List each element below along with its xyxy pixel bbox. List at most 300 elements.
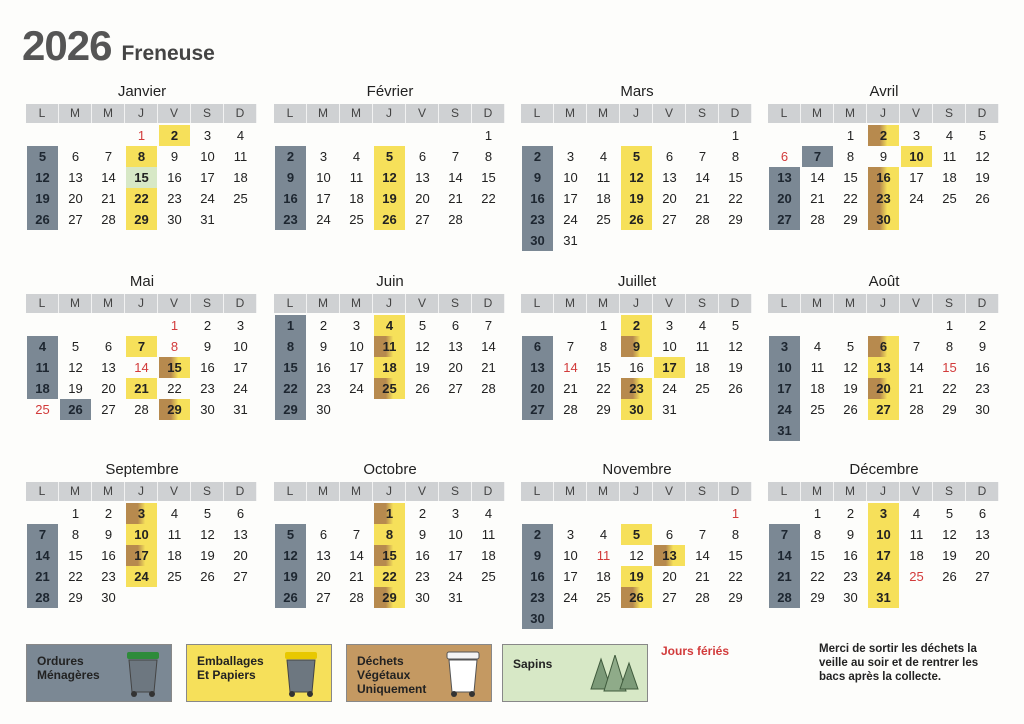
day-cell: 26 [374, 209, 405, 230]
day-cell: 28 [481, 381, 496, 396]
weekday-label: D [224, 104, 257, 123]
day-cell: 6 [868, 336, 899, 357]
day-cell: 18 [481, 548, 496, 563]
day-cell: 26 [60, 399, 91, 420]
weekday-label: L [768, 482, 801, 501]
day-cell: 24 [563, 212, 578, 227]
day-cell: 4 [27, 336, 58, 357]
day-cell: 21 [695, 569, 710, 584]
day-cell: 14 [695, 548, 710, 563]
day-cell: 6 [522, 336, 553, 357]
day-cell: 31 [769, 420, 800, 441]
day-cell: 17 [909, 170, 924, 185]
day-cell: 15 [275, 357, 306, 378]
day-cell: 16 [101, 548, 116, 563]
day-cell: 9 [104, 527, 113, 542]
day-cell: 22 [68, 569, 83, 584]
day-cell: 30 [843, 590, 858, 605]
day-cell: 13 [654, 545, 685, 566]
day-cell: 28 [448, 212, 463, 227]
day-cell: 14 [101, 170, 116, 185]
day-cell: 29 [596, 402, 611, 417]
day-cell: 5 [418, 318, 427, 333]
weekday-label: L [274, 294, 307, 313]
day-cell: 18 [596, 569, 611, 584]
day-cell: 2 [522, 524, 553, 545]
day-cell: 10 [868, 524, 899, 545]
day-cell: 4 [813, 339, 822, 354]
weekday-label: M [801, 294, 834, 313]
day-cell: 5 [621, 524, 652, 545]
month-1 [26, 82, 258, 230]
day-cell: 4 [599, 149, 608, 164]
weekday-label: L [26, 294, 59, 313]
day-cell: 25 [167, 569, 182, 584]
day-cell: 15 [728, 548, 743, 563]
day-cell: 13 [769, 167, 800, 188]
weekday-header [521, 482, 753, 501]
weekday-label: S [686, 104, 719, 123]
day-cell: 2 [275, 146, 306, 167]
weekday-header [521, 104, 753, 123]
day-grid [768, 315, 1000, 441]
day-cell: 8 [945, 339, 954, 354]
weekday-label: L [26, 482, 59, 501]
day-cell: 2 [621, 315, 652, 336]
day-cell: 30 [522, 230, 553, 251]
day-cell: 25 [596, 590, 611, 605]
day-cell: 7 [484, 318, 493, 333]
day-cell: 26 [621, 587, 652, 608]
weekday-label: S [686, 482, 719, 501]
day-cell: 3 [319, 149, 328, 164]
legend-emballages-label: Emballages Et Papiers [197, 654, 264, 682]
day-cell: 20 [316, 569, 331, 584]
day-cell: 25 [909, 569, 924, 584]
day-cell: 11 [695, 339, 710, 354]
day-cell: 10 [448, 527, 463, 542]
day-cell: 18 [695, 360, 710, 375]
day-cell: 3 [868, 503, 899, 524]
day-cell: 22 [167, 381, 182, 396]
day-cell: 27 [769, 209, 800, 230]
weekday-label: D [719, 104, 752, 123]
day-cell: 25 [695, 381, 710, 396]
day-cell: 21 [810, 191, 825, 206]
day-cell: 1 [170, 318, 179, 333]
weekday-label: J [867, 104, 900, 123]
weekday-label: J [125, 482, 158, 501]
weekday-header [274, 294, 506, 313]
month-name: Juin [376, 273, 404, 290]
day-cell: 29 [126, 209, 157, 230]
weekday-label: M [340, 104, 373, 123]
day-cell: 17 [769, 378, 800, 399]
weekday-label: L [274, 104, 307, 123]
day-cell: 19 [415, 360, 430, 375]
day-cell: 2 [203, 318, 212, 333]
day-cell: 5 [203, 506, 212, 521]
day-cell: 11 [349, 170, 364, 185]
day-cell: 6 [780, 149, 789, 164]
day-cell: 22 [728, 191, 743, 206]
day-cell: 29 [728, 590, 743, 605]
day-cell: 9 [418, 527, 427, 542]
day-cell: 31 [563, 233, 578, 248]
weekday-label: M [587, 482, 620, 501]
day-cell: 17 [233, 360, 248, 375]
weekday-label: D [472, 482, 505, 501]
weekday-header [26, 104, 258, 123]
day-cell: 14 [448, 170, 463, 185]
day-cell: 20 [769, 188, 800, 209]
day-cell: 18 [167, 548, 182, 563]
weekday-label: V [900, 294, 933, 313]
day-cell: 16 [275, 188, 306, 209]
day-cell: 1 [731, 128, 740, 143]
day-cell: 24 [316, 212, 331, 227]
day-cell: 24 [868, 566, 899, 587]
weekday-label: L [274, 482, 307, 501]
day-cell: 20 [662, 569, 677, 584]
month-9 [26, 460, 258, 608]
day-cell: 14 [481, 339, 496, 354]
day-cell: 25 [596, 212, 611, 227]
day-cell: 7 [451, 149, 460, 164]
day-cell: 27 [662, 590, 677, 605]
day-cell: 7 [126, 336, 157, 357]
day-cell: 22 [810, 569, 825, 584]
day-cell: 23 [621, 378, 652, 399]
weekday-label: J [620, 294, 653, 313]
weekday-label: D [966, 104, 999, 123]
day-cell: 8 [731, 149, 740, 164]
day-cell: 21 [126, 378, 157, 399]
weekday-label: L [26, 104, 59, 123]
day-cell: 24 [349, 381, 364, 396]
day-cell: 18 [942, 170, 957, 185]
day-cell: 7 [352, 527, 361, 542]
day-cell: 14 [134, 360, 149, 375]
weekday-label: M [307, 482, 340, 501]
legend-sapins-label: Sapins [513, 657, 553, 671]
day-cell: 19 [275, 566, 306, 587]
day-cell: 11 [596, 548, 611, 563]
day-cell: 1 [484, 128, 493, 143]
day-cell: 20 [522, 378, 553, 399]
day-cell: 15 [126, 167, 157, 188]
day-cell: 23 [868, 188, 899, 209]
weekday-label: V [158, 482, 191, 501]
day-cell: 2 [319, 318, 328, 333]
day-cell: 29 [159, 399, 190, 420]
day-cell: 18 [374, 357, 405, 378]
day-grid [274, 315, 506, 420]
day-cell: 26 [621, 209, 652, 230]
weekday-label: V [900, 104, 933, 123]
weekday-label: J [125, 104, 158, 123]
day-cell: 25 [349, 212, 364, 227]
day-cell: 5 [731, 318, 740, 333]
day-cell: 13 [316, 548, 331, 563]
year-label: 2026 [22, 22, 112, 69]
day-cell: 23 [275, 209, 306, 230]
weekday-label: M [92, 482, 125, 501]
day-cell: 21 [101, 191, 116, 206]
weekday-label: V [406, 104, 439, 123]
day-cell: 16 [522, 566, 553, 587]
day-cell: 5 [978, 128, 987, 143]
month-name: Février [366, 83, 414, 100]
day-cell: 10 [769, 357, 800, 378]
day-cell: 23 [522, 209, 553, 230]
day-cell: 21 [695, 191, 710, 206]
collection-note: Merci de sortir les déchets la veille au soir et de rentrer les bacs après la collecte. [819, 643, 979, 683]
day-cell: 12 [843, 360, 858, 375]
month-name: Décembre [849, 461, 919, 478]
day-cell: 16 [415, 548, 430, 563]
month-8 [768, 272, 1000, 441]
weekday-label: L [521, 294, 554, 313]
day-cell: 31 [662, 402, 677, 417]
day-cell: 30 [868, 209, 899, 230]
day-cell: 20 [101, 381, 116, 396]
day-cell: 16 [975, 360, 990, 375]
day-cell: 31 [868, 587, 899, 608]
weekday-label: S [686, 294, 719, 313]
day-cell: 13 [448, 339, 463, 354]
day-cell: 6 [418, 149, 427, 164]
day-cell: 30 [415, 590, 430, 605]
day-cell: 13 [101, 360, 116, 375]
day-cell: 14 [769, 545, 800, 566]
legend-emballages [186, 644, 332, 702]
day-cell: 20 [415, 191, 430, 206]
day-cell: 18 [810, 381, 825, 396]
day-cell: 19 [621, 188, 652, 209]
weekday-label: D [966, 294, 999, 313]
weekday-label: S [439, 482, 472, 501]
day-cell: 30 [975, 402, 990, 417]
day-cell: 30 [316, 402, 331, 417]
day-cell: 17 [563, 191, 578, 206]
day-cell: 9 [522, 545, 553, 566]
day-cell: 11 [167, 527, 182, 542]
weekday-header [521, 294, 753, 313]
day-cell: 4 [945, 128, 954, 143]
day-cell: 17 [563, 569, 578, 584]
weekday-label: S [439, 294, 472, 313]
day-cell: 15 [374, 545, 405, 566]
day-cell: 1 [275, 315, 306, 336]
day-cell: 3 [566, 149, 575, 164]
weekday-label: M [554, 482, 587, 501]
weekday-label: J [373, 294, 406, 313]
day-cell: 9 [203, 339, 212, 354]
day-cell: 29 [843, 212, 858, 227]
month-name: Janvier [117, 83, 167, 100]
day-cell: 1 [137, 128, 146, 143]
day-cell: 29 [942, 402, 957, 417]
day-cell: 24 [126, 566, 157, 587]
legend-jours-feries: Jours fériés [661, 644, 730, 658]
day-cell: 18 [27, 378, 58, 399]
day-cell: 13 [233, 527, 248, 542]
month-10 [274, 460, 506, 608]
day-cell: 25 [233, 191, 248, 206]
day-cell: 26 [200, 569, 215, 584]
white-bin-icon [443, 650, 483, 698]
day-cell: 25 [942, 191, 957, 206]
day-cell: 28 [769, 587, 800, 608]
day-cell: 3 [203, 128, 212, 143]
day-cell: 15 [810, 548, 825, 563]
day-cell: 16 [200, 360, 215, 375]
day-cell: 4 [912, 506, 921, 521]
weekday-label: M [59, 294, 92, 313]
day-cell: 17 [200, 170, 215, 185]
day-cell: 2 [418, 506, 427, 521]
month-7 [521, 272, 753, 420]
weekday-label: S [933, 482, 966, 501]
day-cell: 9 [170, 149, 179, 164]
weekday-label: S [439, 104, 472, 123]
day-cell: 22 [126, 188, 157, 209]
day-cell: 27 [868, 399, 899, 420]
day-cell: 28 [695, 212, 710, 227]
day-cell: 22 [481, 191, 496, 206]
legend-vegetaux-label: Déchets Végétaux Uniquement [357, 654, 427, 696]
day-cell: 26 [843, 402, 858, 417]
weekday-label: D [719, 294, 752, 313]
day-cell: 6 [319, 527, 328, 542]
day-cell: 12 [68, 360, 83, 375]
day-cell: 24 [563, 590, 578, 605]
day-cell: 7 [104, 149, 113, 164]
day-cell: 26 [975, 191, 990, 206]
day-cell: 27 [662, 212, 677, 227]
day-cell: 2 [159, 125, 190, 146]
month-12 [768, 460, 1000, 608]
month-2 [274, 82, 506, 230]
day-cell: 16 [843, 548, 858, 563]
day-cell: 24 [909, 191, 924, 206]
day-cell: 5 [374, 146, 405, 167]
day-cell: 28 [563, 402, 578, 417]
day-cell: 1 [945, 318, 954, 333]
month-name: Septembre [105, 461, 179, 478]
weekday-label: D [224, 294, 257, 313]
day-cell: 8 [731, 527, 740, 542]
weekday-label: J [373, 104, 406, 123]
legend-sapins [502, 644, 648, 702]
day-cell: 5 [945, 506, 954, 521]
day-cell: 3 [665, 318, 674, 333]
day-cell: 18 [233, 170, 248, 185]
day-cell: 18 [349, 191, 364, 206]
day-cell: 10 [200, 149, 215, 164]
day-cell: 4 [599, 527, 608, 542]
day-grid [274, 125, 506, 230]
day-cell: 25 [35, 402, 50, 417]
day-cell: 19 [843, 381, 858, 396]
day-cell: 11 [909, 527, 924, 542]
day-cell: 26 [275, 587, 306, 608]
day-cell: 21 [349, 569, 364, 584]
day-cell: 12 [27, 167, 58, 188]
weekday-label: J [373, 482, 406, 501]
day-cell: 10 [563, 548, 578, 563]
day-cell: 19 [200, 548, 215, 563]
day-cell: 24 [233, 381, 248, 396]
day-cell: 12 [942, 527, 957, 542]
day-cell: 10 [233, 339, 248, 354]
day-cell: 17 [868, 545, 899, 566]
weekday-label: J [620, 482, 653, 501]
day-cell: 13 [868, 357, 899, 378]
weekday-label: S [191, 294, 224, 313]
day-cell: 26 [27, 209, 58, 230]
day-cell: 21 [448, 191, 463, 206]
day-cell: 22 [728, 569, 743, 584]
day-cell: 7 [912, 339, 921, 354]
green-bin-icon [123, 650, 163, 698]
weekday-label: M [554, 294, 587, 313]
day-cell: 4 [698, 318, 707, 333]
day-cell: 28 [909, 402, 924, 417]
day-cell: 8 [170, 339, 179, 354]
day-cell: 29 [810, 590, 825, 605]
day-cell: 14 [810, 170, 825, 185]
day-cell: 1 [599, 318, 608, 333]
weekday-label: M [59, 104, 92, 123]
town-label: Freneuse [121, 42, 215, 65]
day-cell: 6 [451, 318, 460, 333]
day-cell: 23 [975, 381, 990, 396]
weekday-label: D [224, 482, 257, 501]
day-cell: 17 [448, 548, 463, 563]
day-cell: 6 [978, 506, 987, 521]
day-cell: 14 [695, 170, 710, 185]
day-cell: 3 [352, 318, 361, 333]
day-cell: 20 [868, 378, 899, 399]
weekday-label: M [307, 104, 340, 123]
day-cell: 4 [236, 128, 245, 143]
day-cell: 23 [101, 569, 116, 584]
day-cell: 26 [415, 381, 430, 396]
day-cell: 13 [522, 357, 553, 378]
day-cell: 30 [200, 402, 215, 417]
day-cell: 29 [68, 590, 83, 605]
day-cell: 25 [481, 569, 496, 584]
day-cell: 7 [27, 524, 58, 545]
day-cell: 8 [275, 336, 306, 357]
day-cell: 9 [978, 339, 987, 354]
day-grid [274, 503, 506, 608]
day-cell: 16 [868, 167, 899, 188]
day-cell: 4 [374, 315, 405, 336]
day-cell: 26 [942, 569, 957, 584]
day-grid [521, 125, 753, 251]
weekday-label: M [554, 104, 587, 123]
day-cell: 7 [698, 149, 707, 164]
day-cell: 15 [68, 548, 83, 563]
weekday-label: M [587, 104, 620, 123]
day-cell: 11 [27, 357, 58, 378]
weekday-header [274, 482, 506, 501]
day-cell: 15 [843, 170, 858, 185]
day-grid [768, 125, 1000, 230]
